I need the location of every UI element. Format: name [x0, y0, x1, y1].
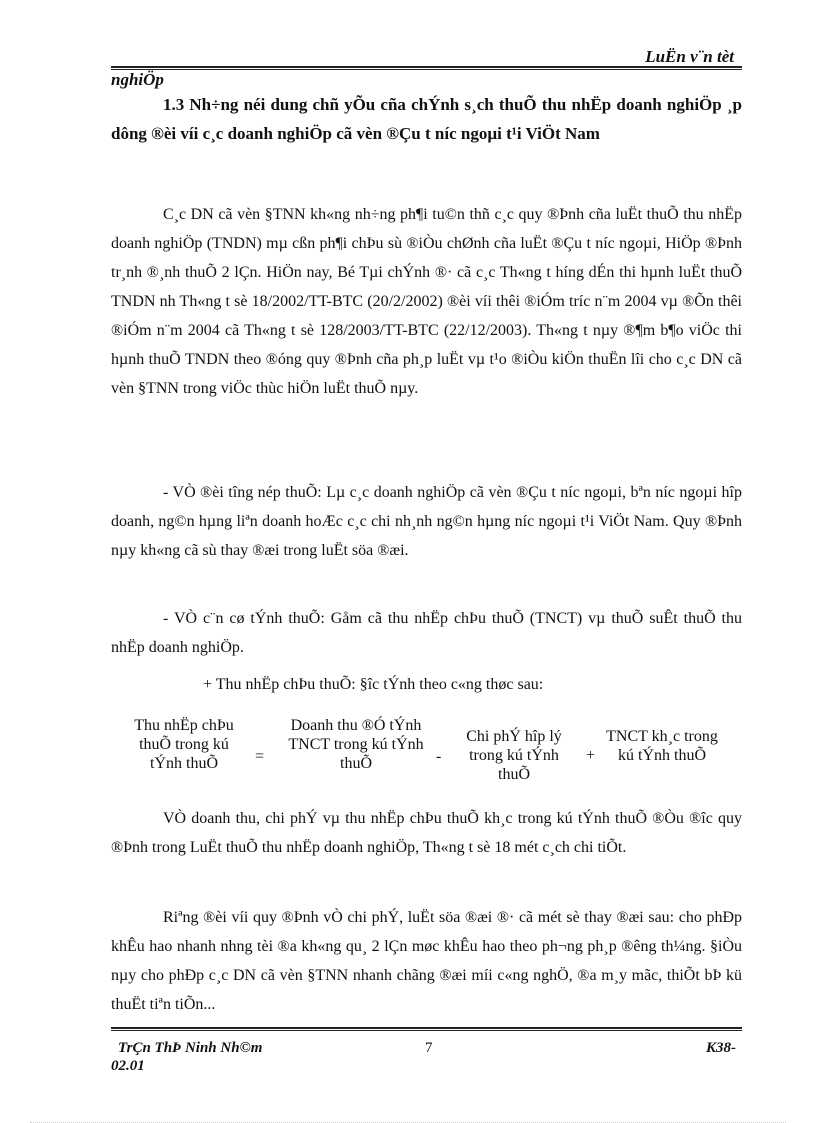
- header-rule: [111, 66, 742, 68]
- footer-rule: [111, 1027, 742, 1029]
- formula-taxable-income: Thu nhËp chÞu thuÕ trong kú tÝnh thuÕ: [134, 717, 234, 772]
- footer-class-code: K38-: [706, 1040, 736, 1056]
- header-subtitle: nghiÖp: [111, 70, 164, 89]
- footer-rule-thin: [111, 1030, 742, 1031]
- header-title: LuËn v¨n tèt: [645, 47, 734, 66]
- footer-class-code-line2: 02.01: [111, 1058, 145, 1074]
- paragraph-tax-basis: - VÒ c¨n cø tÝnh thuÕ: Gåm cã thu nhËp chÞu thuÕ (TNCT) vµ thuÕ suÊt thuÕ thu nhËp doanh nghiÖp.: [111, 610, 742, 656]
- paragraph-revenue-costs: VÒ doanh thu, chi phÝ vµ thu nhËp chÞu thuÕ kh¸c trong kú tÝnh thuÕ ®Òu ®îc quy ®Þnh trong LuËt thuÕ thu nhËp doanh nghiÖp, Th«ng t sè 18 mét c¸ch chi tiÕt.: [111, 810, 742, 856]
- footer-author: TrÇn ThÞ Ninh Nh©m: [118, 1040, 263, 1056]
- formula-revenue: Doanh thu ®Ó tÝnh TNCT trong kú tÝnh thuÕ: [288, 717, 424, 772]
- formula-expenses: Chi phÝ hîp lý trong kú tÝnh thuÕ: [466, 728, 562, 783]
- paragraph-taxpayer: - VÒ ®èi tîng nép thuÕ: Lµ c¸c doanh nghiÖp cã vèn ®Çu t níc ngoµi, bªn níc ngoµi hîp doanh, ng©n hµng liªn doanh hoÆc c¸c chi nh¸nh ng©n hµng níc ngoµi t¹i ViÖt Nam. Quy ®Þnh nµy kh«ng cã sù thay ®æi trong luËt söa ®æi.: [111, 484, 742, 559]
- formula-minus: -: [436, 748, 442, 765]
- paragraph-intro: C¸c DN cã vèn §TNN kh«ng nh÷ng ph¶i tu©n thñ c¸c quy ®Þnh cña luËt thuÕ thu nhËp doanh nghiÖp (TNDN) mµ cßn ph¶i chÞu sù ®iÒu chØnh cña luËt ®Çu t níc ngoµi, HiÖp ®Þnh tr¸nh ®¸nh thuÕ 2 lÇn. HiÖn nay, Bé Tµi chÝnh ®· cã c¸c Th«ng t híng dÉn thi hµnh luËt thuÕ TNDN nh Th«ng t sè 18/2002/TT-BTC (20/2/2002) ®èi víi thêi ®iÓm tríc n¨m 2004 vµ ®Õn thêi ®iÓm n¨m 2004 cã Th«ng t sè 128/2003/TT-BTC (22/12/2003). Th«ng t nµy ®¶m b¶o viÖc thi hµnh thuÕ TNDN theo ®óng quy ®Þnh cña ph¸p luËt vµ t¹o ®iÒu kiÖn thuËn lîi cho c¸c DN cã vèn §TNN trong viÖc thùc hiÖn luËt thuÕ nµy.: [111, 206, 742, 397]
- header-rule-thin: [111, 69, 742, 70]
- formula-plus: +: [586, 747, 596, 764]
- section-heading: 1.3 Nh÷ng néi dung chñ yÕu cña chÝnh s¸ch thuÕ thu nhËp doanh nghiÖp ¸p dông ®èi víi c¸c doanh nghiÖp cã vèn ®Çu t níc ngoµi t¹i ViÖt Nam: [111, 95, 742, 143]
- formula-label: + Thu nhËp chÞu thuÕ: §îc tÝnh theo c«ng thøc sau:: [203, 676, 544, 693]
- formula-equals: =: [255, 748, 265, 765]
- paragraph-amendments: Riªng ®èi víi quy ®Þnh vÒ chi phÝ, luËt söa ®æi ®· cã mét sè thay ®æi sau: cho phÐp khÊu hao nhanh nhng tèi ®a kh«ng qu¸ 2 lÇn møc khÊu hao theo ph¬ng ph¸p ®êng th¼ng. §iÒu nµy cho phÐp c¸c DN cã vèn §TNN nhanh chãng ®æi míi c«ng nghÖ, ®a m¸y mãc, thiÕt bÞ kü thuËt tiªn tiÕn...: [111, 909, 742, 1013]
- page-number: 7: [425, 1040, 433, 1056]
- formula-other-income: TNCT kh¸c trong kú tÝnh thuÕ: [606, 728, 718, 764]
